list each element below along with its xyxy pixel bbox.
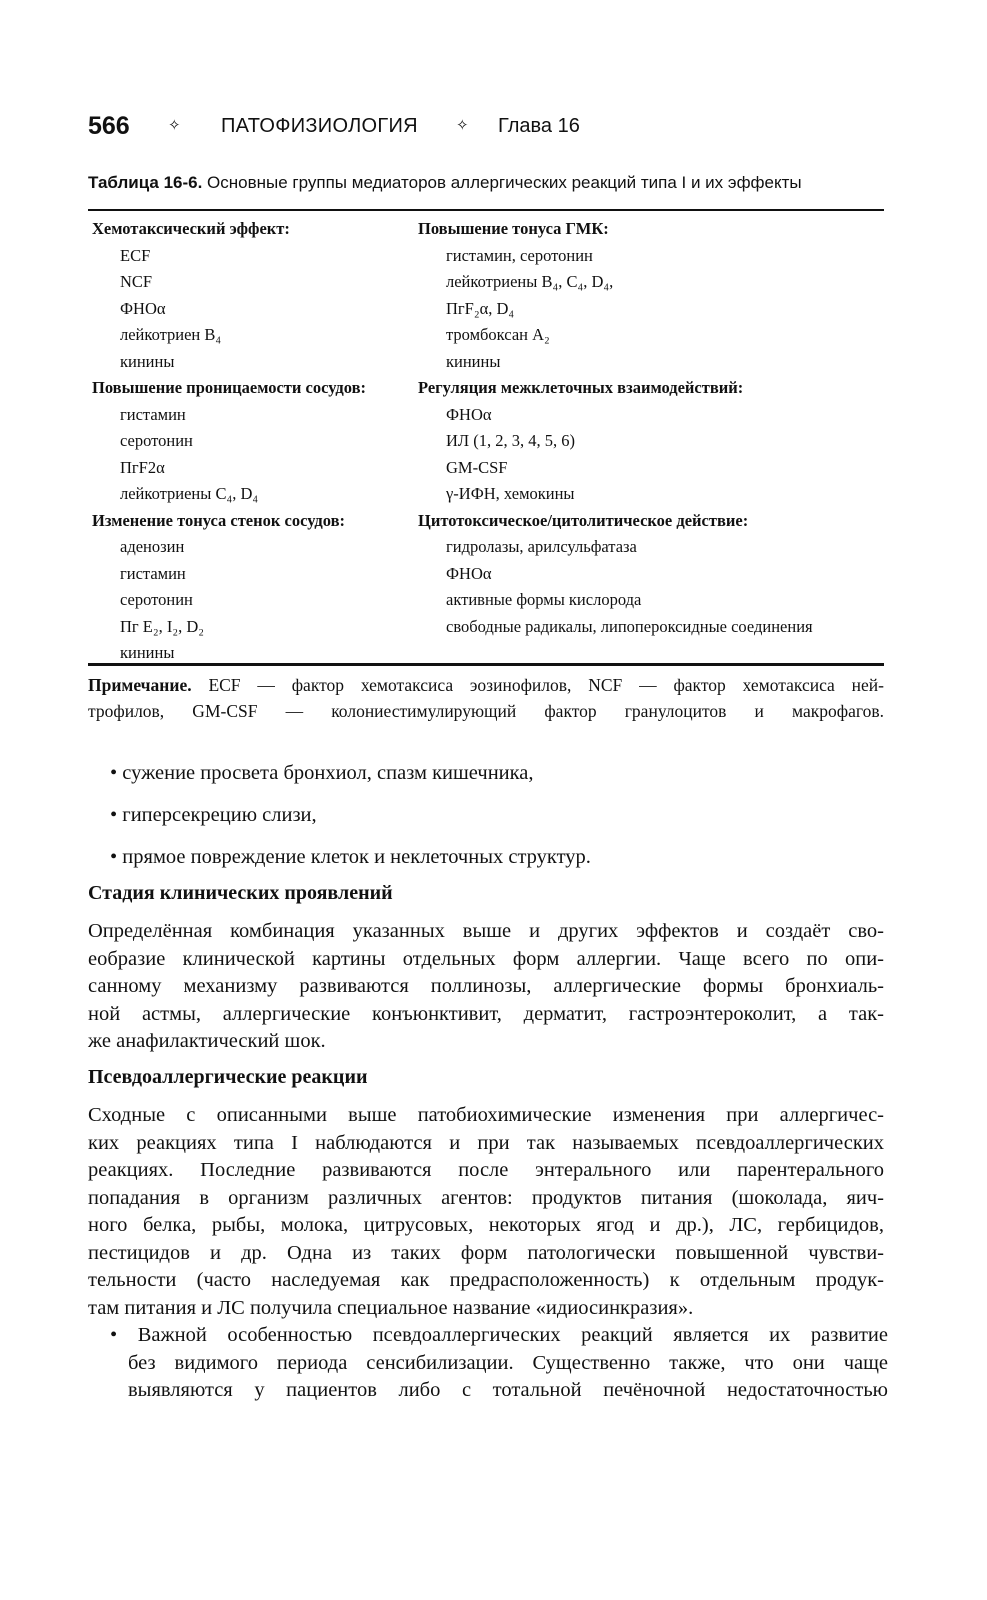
note-label: Примечание.	[88, 675, 192, 695]
paragraph-line: Сходные с описанными выше патобиохимические изменения при аллергичес-	[88, 1104, 884, 1126]
note-line: трофилов, GM-CSF — колониестимулирующий фактор гранулоцитов и макрофагов.	[88, 701, 884, 721]
table-group-heading: Хемотаксический эффект:	[92, 219, 290, 238]
table-caption-label: Таблица 16-6.	[88, 173, 203, 192]
table-group-heading: Цитотоксическое/цитолитическое действие:	[418, 510, 749, 530]
table-item: ФНОα	[446, 563, 492, 583]
paragraph-line: попадания в организм различных агентов: продуктов питания (шоколада, яич-	[88, 1186, 884, 1209]
running-header	[88, 112, 888, 146]
bullet-item: • гиперсекрецию слизи,	[110, 804, 317, 826]
table-item: GM-CSF	[446, 457, 508, 477]
table-item: гидролазы, арилсульфатаза	[446, 537, 637, 556]
bullet-item: • прямое повреждение клеток и неклеточных структур.	[110, 846, 591, 868]
table-item: лейкотриены C₄, D₄	[120, 484, 259, 503]
table-group-heading: Изменение тонуса стенок сосудов:	[92, 510, 345, 530]
table-group-heading: Повышение тонуса ГМК:	[418, 219, 609, 238]
table-item: аденозин	[120, 537, 185, 556]
table-top-rule	[88, 209, 884, 211]
table-item: ФНОα	[120, 298, 166, 318]
table-item: тромбоксан A₂	[446, 325, 550, 344]
table-caption-text: Основные группы медиаторов аллергических реакций типа I и их эффекты	[202, 173, 802, 192]
paragraph-line: тельности (часто наследуемая как предрасположенность) к отдельным продук-	[88, 1269, 884, 1291]
paragraph	[88, 1102, 884, 1322]
paragraph-line: же анафилактический шок.	[88, 1030, 326, 1052]
table-group-heading: Повышение проницаемости сосудов:	[92, 378, 367, 397]
paragraph-line: без видимого периода сенсибилизации. Существенно также, что они чаще	[128, 1351, 888, 1374]
note-line: Примечание. ECF — фактор хемотаксиса эозинофилов, NCF — фактор хемотаксиса ней-	[88, 675, 884, 695]
table-item: кинины	[120, 643, 175, 662]
table-bottom-rule	[88, 663, 884, 666]
table-item: γ-ИФН, хемокины	[446, 484, 575, 503]
table-item: активные формы кислорода	[446, 590, 642, 609]
table-item: NCF	[120, 272, 153, 291]
table-item: ФНОα	[446, 404, 492, 424]
table-group-heading: Регуляция межклеточных взаимодействий:	[418, 378, 744, 397]
table-caption	[88, 173, 888, 193]
table-item: ПгF₂α, D₄	[446, 298, 515, 318]
paragraph-line: санному механизму развиваются поллинозы, аллергические формы бронхиаль-	[88, 975, 884, 997]
table-item: гистамин	[120, 563, 186, 583]
paragraph	[88, 918, 884, 1056]
section-heading: Стадия клинических проявлений	[88, 882, 393, 904]
book-title: ПАТОФИЗИОЛОГИЯ	[221, 115, 418, 137]
table-item: гистамин, серотонин	[446, 245, 593, 265]
paragraph-line: еобразие клинической картины отдельных форм аллергии. Чаще всего по опи-	[88, 947, 884, 970]
table-item: серотонин	[120, 431, 193, 450]
page-number: 566	[88, 112, 130, 140]
paragraph-line: пестицидов и др. Одна из таких форм патологически повышенной чувстви-	[88, 1241, 884, 1264]
table-item: ИЛ (1, 2, 3, 4, 5, 6)	[446, 431, 575, 450]
paragraph-line: ких реакциях типа I наблюдаются и при так называемых псевдоаллергических	[88, 1131, 884, 1154]
table-item: гистамин	[120, 404, 186, 424]
table-item: кинины	[120, 351, 175, 371]
paragraph-line: • Важной особенностью псевдоаллергических реакций является их развитие	[110, 1324, 888, 1346]
table-right-column	[418, 216, 888, 640]
table-item: ПгF2α	[120, 457, 165, 477]
table-item: Пг E₂, I₂, D₂	[120, 616, 205, 636]
table-note	[88, 672, 884, 724]
table-item: лейкотриен B₄	[120, 325, 222, 344]
bullet-paragraph	[110, 1322, 888, 1405]
paragraph-line: там питания и ЛС получила специальное название «идиосинкразия».	[88, 1296, 694, 1319]
chapter-label: Глава 16	[498, 115, 580, 137]
paragraph-line: ной астмы, аллергические конъюнктивит, дерматит, гастроэнтероколит, а так-	[88, 1002, 884, 1025]
bullet-item: • сужение просвета бронхиол, спазм кишечника,	[110, 762, 534, 784]
table-left-column	[92, 216, 412, 667]
table-item: кинины	[446, 351, 501, 371]
paragraph-line: ного белка, рыбы, молока, цитрусовых, некоторых ягод и др.), ЛС, гербицидов,	[88, 1214, 884, 1236]
section-heading: Псевдоаллергические реакции	[88, 1066, 368, 1088]
paragraph-line: выявляются у пациентов либо с тотальной печёночной недостаточностью	[128, 1379, 888, 1401]
table-item: лейкотриены B₄, C₄, D₄,	[446, 272, 614, 291]
header-separator-icon: ✧	[168, 117, 181, 134]
table-item: серотонин	[120, 590, 193, 609]
table-item: ECF	[120, 245, 151, 265]
table-item: свободные радикалы, липопероксидные соединения	[446, 616, 813, 636]
paragraph-line: реакциях. Последние развиваются после энтерального или парентерального	[88, 1159, 884, 1181]
header-separator-icon: ✧	[456, 117, 469, 134]
paragraph-line: Определённая комбинация указанных выше и других эффектов и создаёт сво-	[88, 920, 884, 942]
